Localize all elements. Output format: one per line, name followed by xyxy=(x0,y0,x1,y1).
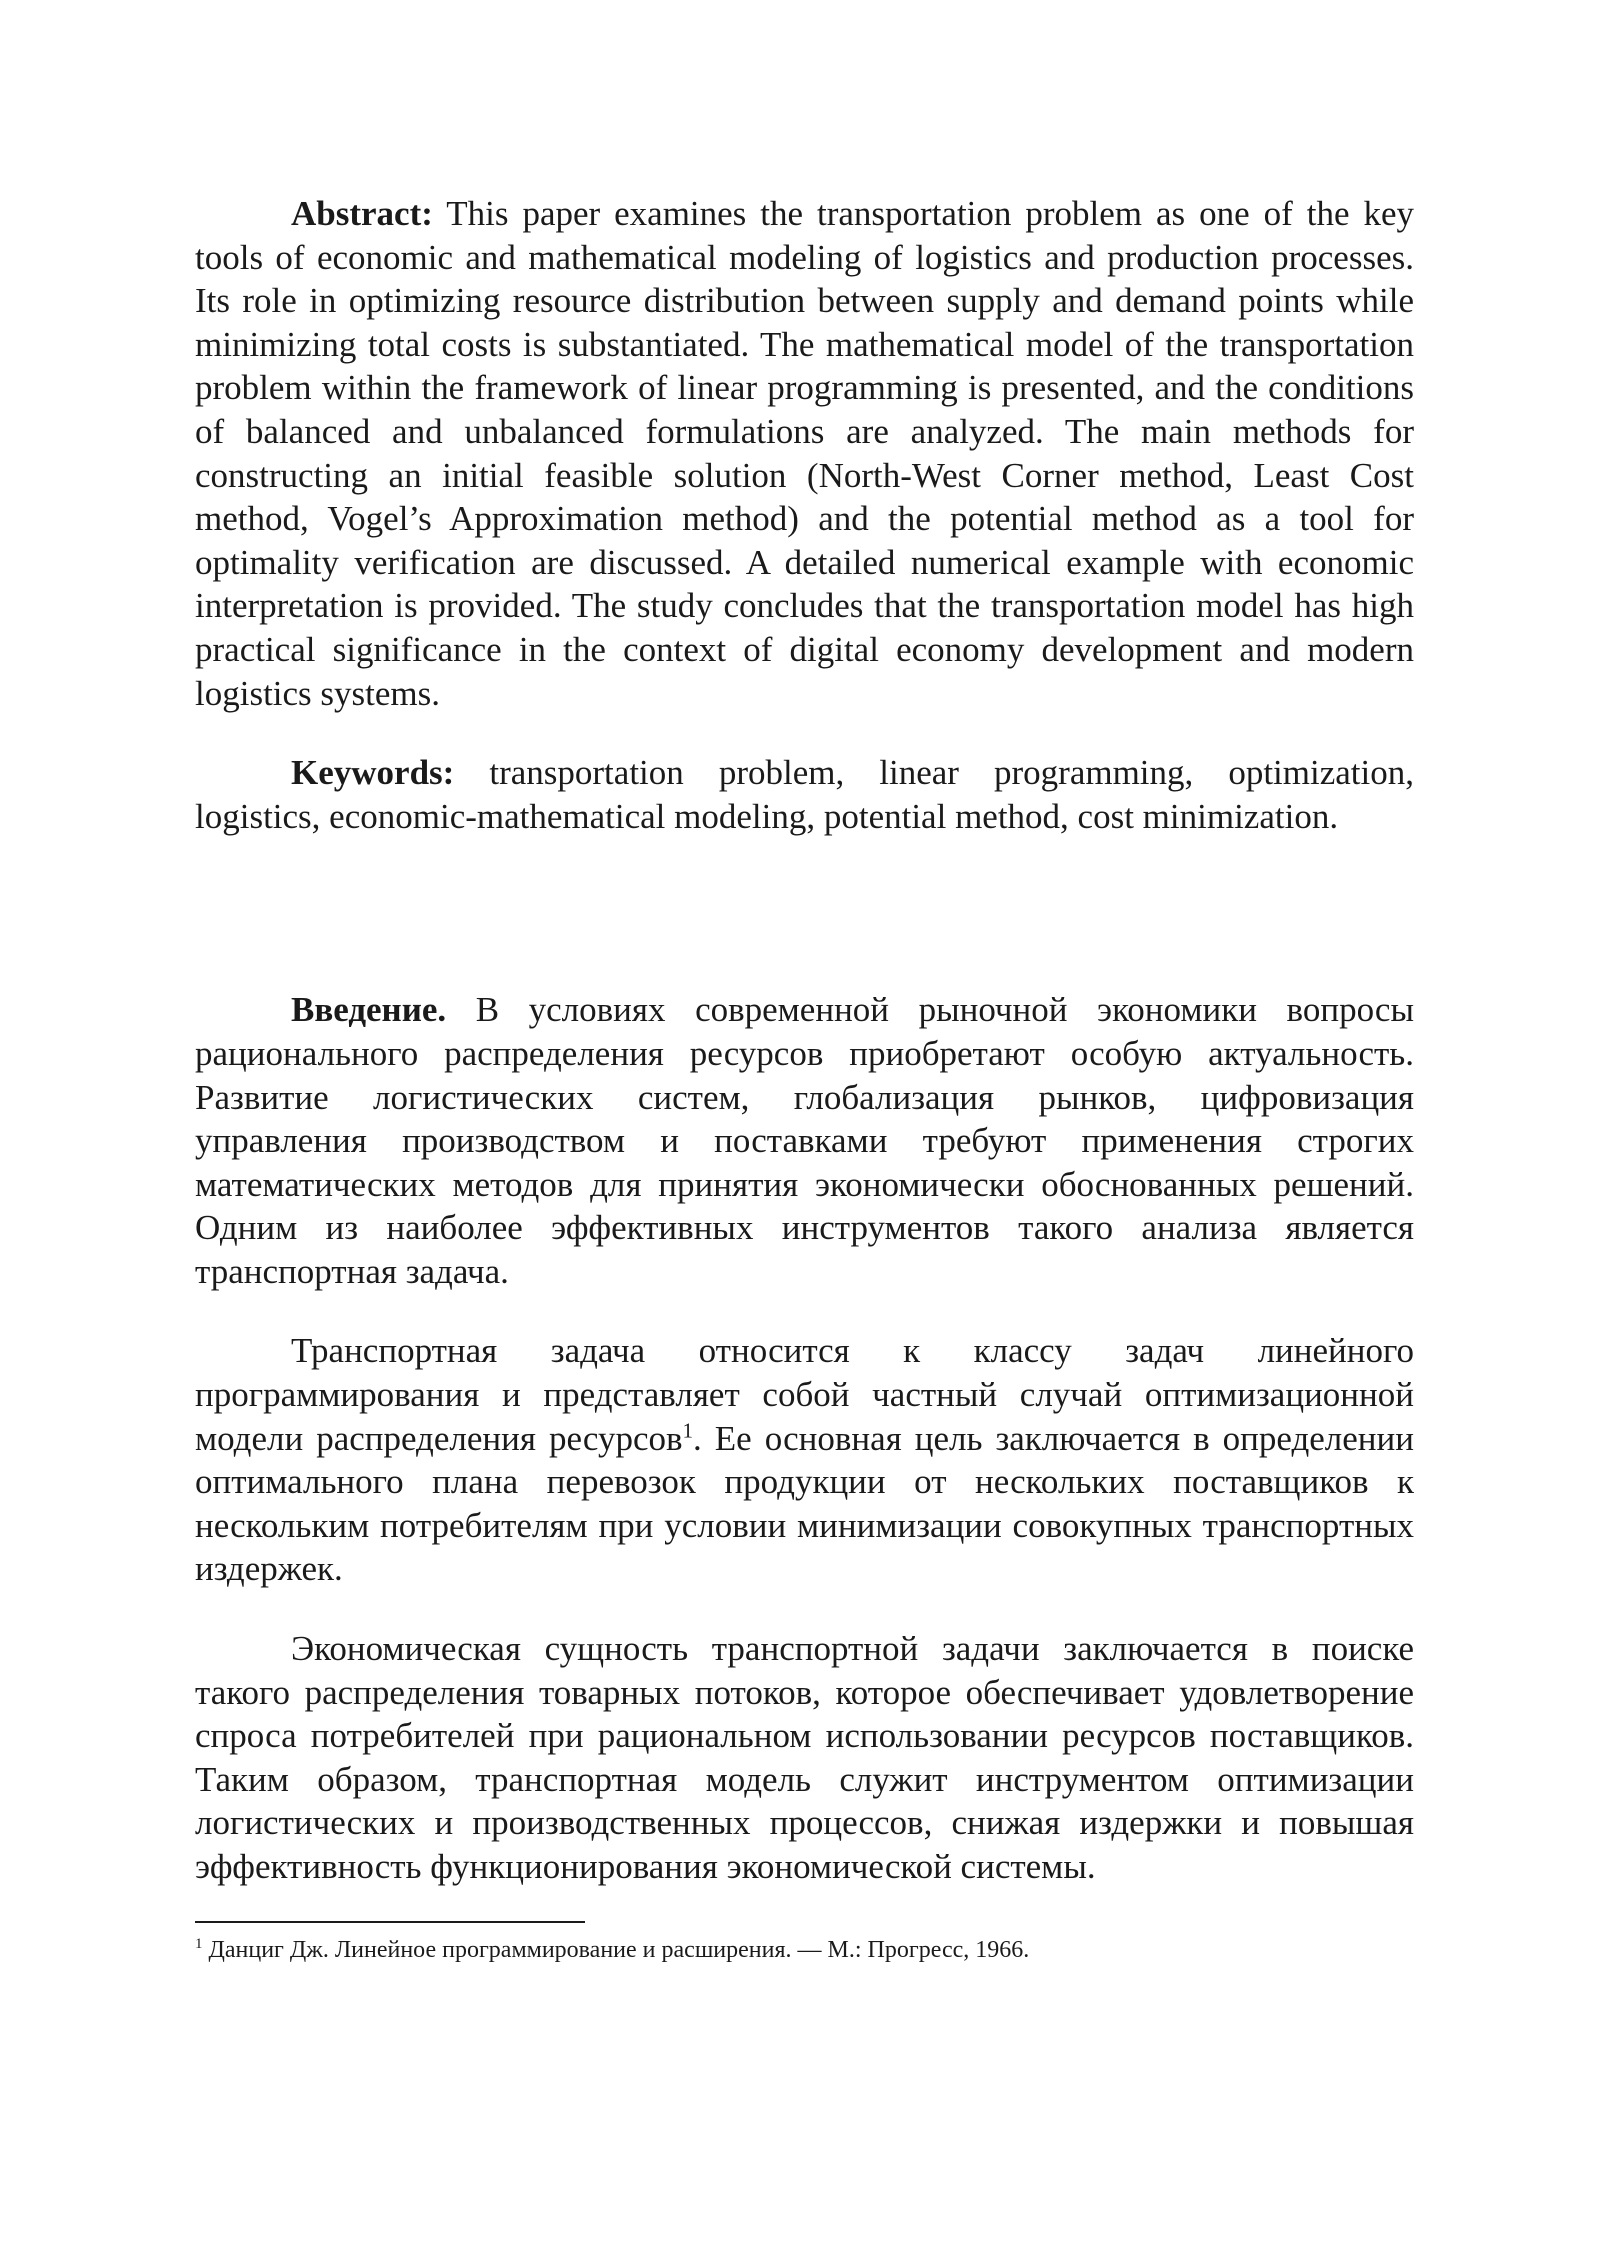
page-content xyxy=(195,192,1414,1989)
introduction-text: В условиях современной рыночной экономики вопросы рационального распределения ресурсов приобретают особую актуальность. Развитие логистических систем, глобализация рынков, цифровизация управления производством и поставками требуют применения строгих математических методов для принятия экономически обоснованных решений. Одним из наиболее эффективных инструментов такого анализа является транспортная задача. xyxy=(195,990,1414,1291)
footnote-separator xyxy=(195,1921,585,1923)
footnote xyxy=(195,1935,1414,1965)
keywords-text: transportation problem, linear programming, optimization, logistics, economic-mathematical modeling, potential method, cost minimization. xyxy=(195,753,1414,836)
keywords-paragraph xyxy=(195,751,1414,838)
introduction-paragraph xyxy=(195,988,1414,1293)
abstract-paragraph xyxy=(195,192,1414,715)
keywords-label: Keywords: xyxy=(291,753,455,793)
abstract-label: Abstract: xyxy=(291,194,433,233)
paragraph3-text: Экономическая сущность транспортной задачи заключается в поиске такого распределения товарных потоков, которое обеспечивает удовлетворение спроса потребителей при рациональном использовании ресурсов поставщиков. Таким образом, транспортная модель служит инструментом оптимизации логистических и производственных процессов, снижая издержки и повышая эффективность функционирования экономической системы. xyxy=(195,1629,1414,1886)
footnote-number: 1 xyxy=(195,1935,203,1952)
economic-essence-paragraph xyxy=(195,1627,1414,1889)
transport-problem-paragraph xyxy=(195,1329,1414,1591)
abstract-text: This paper examines the transportation problem as one of the key tools of economic and mathematical modeling of logistics and production processes. Its role in optimizing resource distribution between supply and demand points while minimizing total costs is substantiated. The mathematical model of the transportation problem within the framework of linear programming is presented, and the conditions of balanced and unbalanced formulations are analyzed. The main methods for constructing an initial feasible solution (North-West Corner method, Least Cost method, Vogel’s Approximation method) and the potential method as a tool for optimality verification are discussed. A detailed numerical example with economic interpretation is provided. The study concludes that the transportation model has high practical significance in the context of digital economy development and modern logistics systems. xyxy=(195,194,1414,713)
introduction-label: Введение. xyxy=(291,990,447,1030)
paragraph2-text-after: . Ее основная цель заключается в определении оптимального плана перевозок продукции от нескольких поставщиков к нескольким потребителям при условии минимизации совокупных транспортных издержек. xyxy=(195,1418,1414,1589)
paragraph2-text-before: Транспортная задача относится к классу задач линейного программирования и представляет собой частный случай оптимизационной модели распределения ресурсов xyxy=(195,1331,1414,1458)
footnote-reference[interactable]: 1 xyxy=(682,1418,694,1442)
footnote-text: Данциг Дж. Линейное программирование и расширения. — М.: Прогресс, 1966. xyxy=(202,1936,1030,1963)
